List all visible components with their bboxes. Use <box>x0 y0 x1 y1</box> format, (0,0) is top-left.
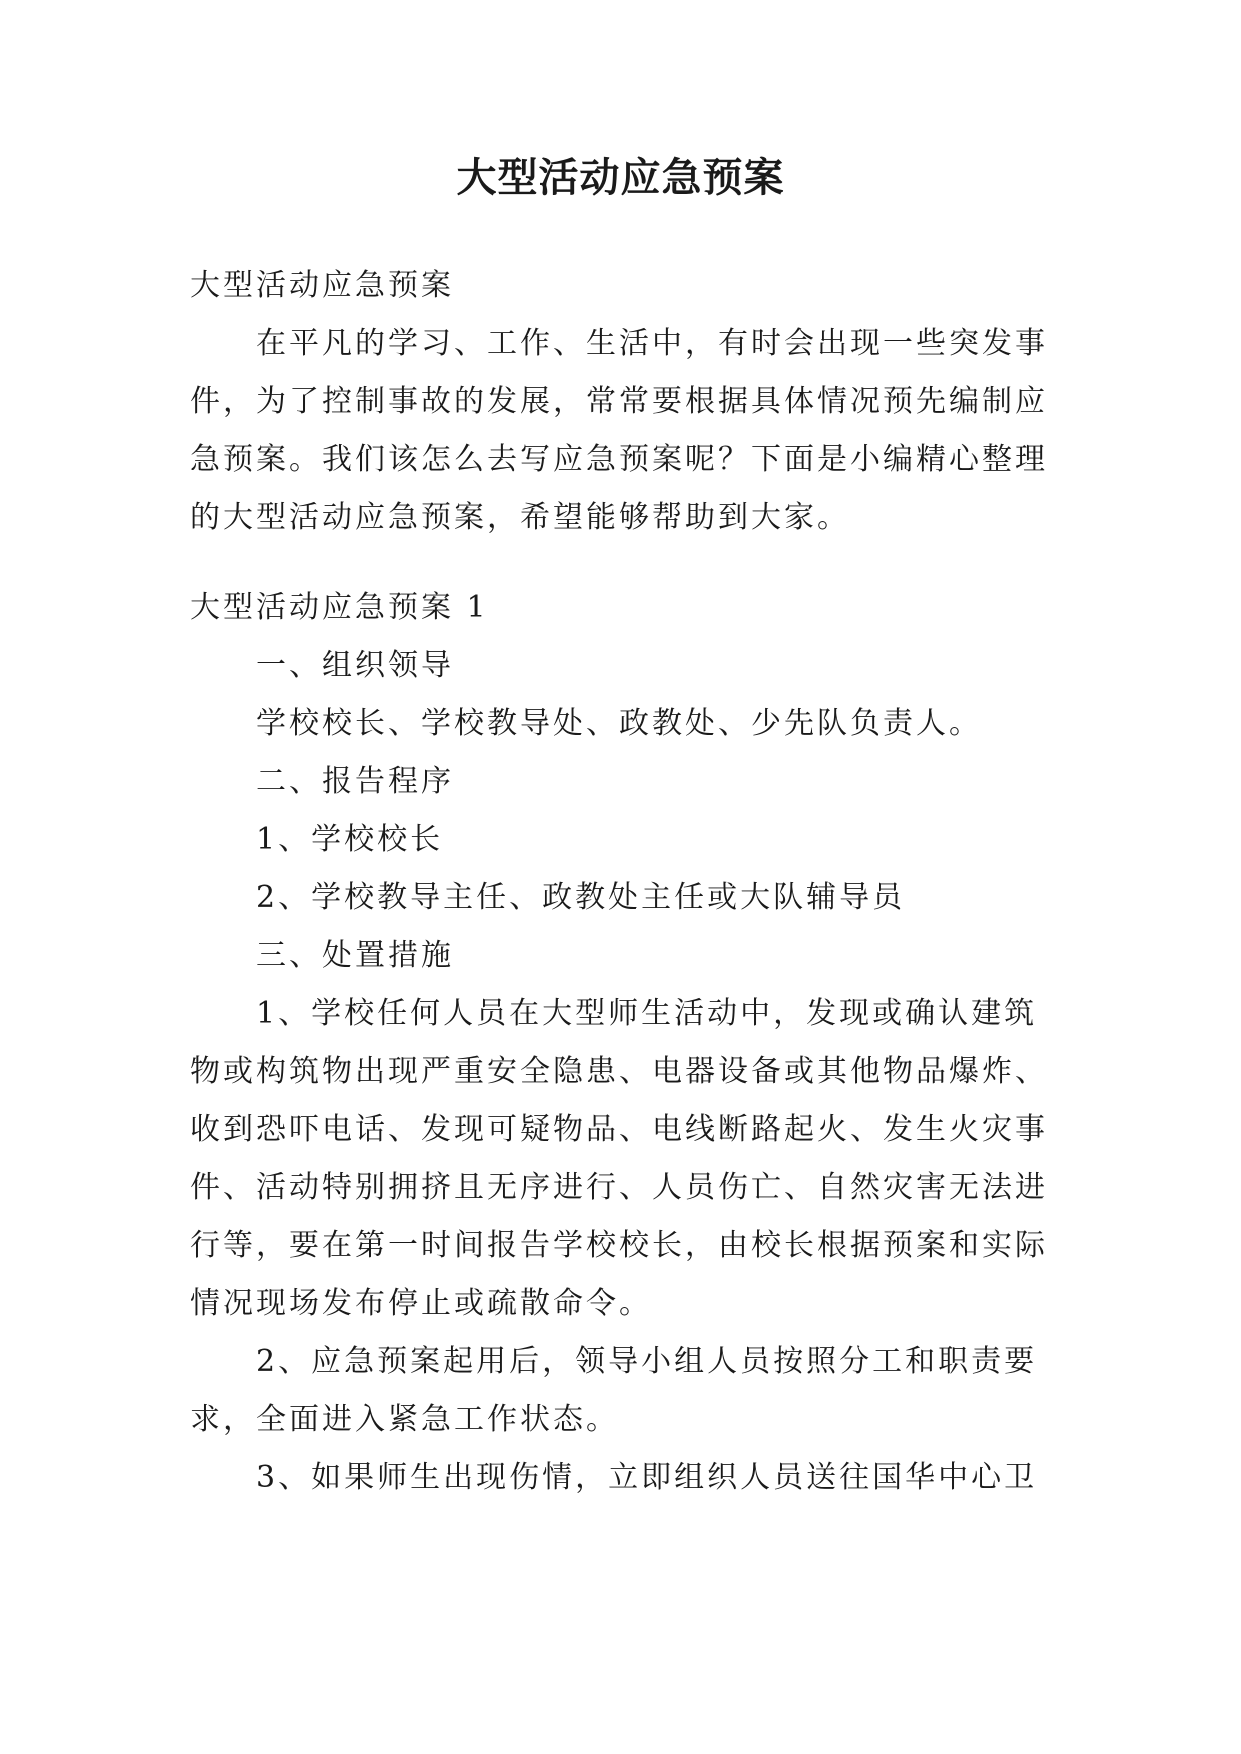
intro-line: 的大型活动应急预案，希望能够帮助到大家。 <box>190 500 850 535</box>
measure-2-line: 求，全面进入紧急工作状态。 <box>190 1402 619 1437</box>
measure-3-line: 3、如果师生出现伤情，立即组织人员送往国华中心卫 <box>256 1460 1038 1495</box>
report-heading: 二、报告程序 <box>256 764 454 799</box>
intro-line: 件，为了控制事故的发展，常常要根据具体情况预先编制应 <box>190 384 1048 419</box>
intro-heading: 大型活动应急预案 <box>190 268 454 303</box>
measure-1-line: 1、学校任何人员在大型师生活动中，发现或确认建筑 <box>256 996 1038 1031</box>
measure-2-line: 2、应急预案起用后，领导小组人员按照分工和职责要 <box>256 1344 1038 1379</box>
report-item: 2、学校教导主任、政教处主任或大队辅导员 <box>256 880 906 915</box>
section-heading: 大型活动应急预案 1 <box>190 590 489 625</box>
org-text: 学校校长、学校教导处、政教处、少先队负责人。 <box>256 706 982 741</box>
report-item: 1、学校校长 <box>256 822 444 857</box>
section-1 <box>190 579 1060 1507</box>
intro-line: 在平凡的学习、工作、生活中，有时会出现一些突发事 <box>256 326 1048 361</box>
intro-section <box>190 257 1060 547</box>
org-heading: 一、组织领导 <box>256 648 454 683</box>
measures-heading: 三、处置措施 <box>256 938 454 973</box>
document-title: 大型活动应急预案 <box>456 155 785 201</box>
measure-1-line: 件、活动特别拥挤且无序进行、人员伤亡、自然灾害无法进 <box>190 1170 1048 1205</box>
measure-1-line: 物或构筑物出现严重安全隐患、电器设备或其他物品爆炸、 <box>190 1054 1048 1089</box>
measure-1-line: 行等，要在第一时间报告学校校长，由校长根据预案和实际 <box>190 1228 1048 1263</box>
measure-1-line: 收到恐吓电话、发现可疑物品、电线断路起火、发生火灾事 <box>190 1112 1048 1147</box>
measure-1-line: 情况现场发布停止或疏散命令。 <box>190 1286 652 1321</box>
intro-line: 急预案。我们该怎么去写应急预案呢？下面是小编精心整理 <box>190 442 1048 477</box>
